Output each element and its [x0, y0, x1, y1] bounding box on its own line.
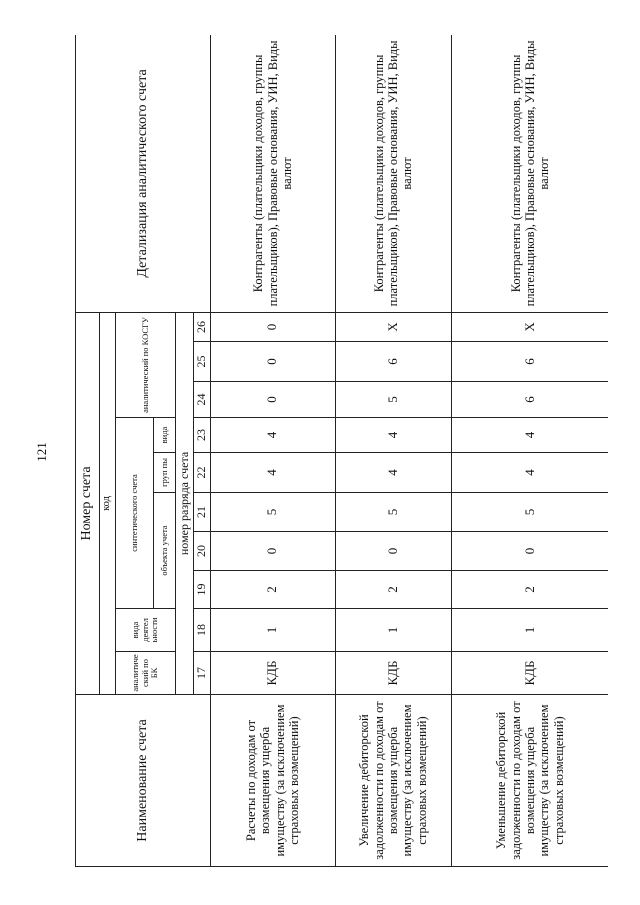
- row-cell: 6: [451, 342, 608, 382]
- row-cell: 4: [451, 453, 608, 493]
- row-cell: 0: [451, 532, 608, 571]
- header-activity-type: вида деятел ьности: [116, 609, 176, 652]
- table-row: [451, 35, 608, 867]
- row-cell: КДБ: [451, 652, 608, 695]
- row-cell: 2: [451, 571, 608, 609]
- row-cell: 6: [335, 342, 451, 382]
- table-row: [335, 35, 451, 867]
- row-cell: 5: [210, 493, 335, 532]
- column-number: 26: [194, 312, 211, 341]
- row-cell: 1: [210, 609, 335, 652]
- row-cell: 0: [210, 312, 335, 341]
- row-detail: Контрагенты (плательщики доходов, группы плательщиков), Правовые основания, УИН, Виды валют: [335, 35, 451, 312]
- column-number: 22: [194, 453, 211, 493]
- table-container: [75, 35, 608, 867]
- accounts-table: [75, 35, 608, 867]
- row-cell: 0: [210, 342, 335, 382]
- row-cell: 4: [210, 453, 335, 493]
- row-cell: 0: [335, 532, 451, 571]
- header-analytic-bk: аналитиче ский по БК: [116, 652, 176, 695]
- row-account-name: Уменьшение дебиторской задолженности по доходам от возмещения ущерба имуществу (за исключением страховых возмещений): [451, 695, 608, 867]
- row-cell: 0: [210, 382, 335, 418]
- row-cell: X: [335, 312, 451, 341]
- row-cell: КДБ: [210, 652, 335, 695]
- row-cell: 1: [451, 609, 608, 652]
- header-kind: вида: [154, 418, 176, 453]
- row-account-name: Расчеты по доходам от возмещения ущерба имуществу (за исключением страховых возмещений): [210, 695, 335, 867]
- header-group: груп пы: [154, 453, 176, 493]
- column-number: 17: [194, 652, 211, 695]
- row-cell: 5: [335, 493, 451, 532]
- row-detail: Контрагенты (плательщики доходов, группы плательщиков), Правовые основания, УИН, Виды валют: [210, 35, 335, 312]
- header-synthetic: синтетического счета: [116, 418, 154, 609]
- column-number: 24: [194, 382, 211, 418]
- header-account-name: Наименование счета: [76, 695, 211, 867]
- row-cell: 4: [335, 418, 451, 453]
- column-number: 25: [194, 342, 211, 382]
- row-cell: КДБ: [335, 652, 451, 695]
- header-account-object: объекта учета: [154, 493, 176, 609]
- header-detail: Детализация аналитического счета: [76, 35, 211, 312]
- row-cell: 6: [451, 382, 608, 418]
- header-digit-number: номер разряда счета: [176, 312, 194, 694]
- table-row: [210, 35, 335, 867]
- page-number: 121: [34, 442, 49, 462]
- row-cell: 4: [335, 453, 451, 493]
- row-cell: 2: [335, 571, 451, 609]
- row-cell: 5: [335, 382, 451, 418]
- row-cell: 1: [335, 609, 451, 652]
- row-detail: Контрагенты (плательщики доходов, группы плательщиков), Правовые основания, УИН, Виды валют: [451, 35, 608, 312]
- header-code: код: [100, 312, 116, 694]
- row-cell: 4: [451, 418, 608, 453]
- column-number: 23: [194, 418, 211, 453]
- row-cell: X: [451, 312, 608, 341]
- column-number: 19: [194, 571, 211, 609]
- header-analytic-kosgu: аналитический по КОСГУ: [116, 312, 176, 417]
- row-account-name: Увеличение дебиторской задолженности по доходам от возмещения ущерба имуществу (за исключением страховых возмещений): [335, 695, 451, 867]
- header-account-number: Номер счета: [76, 312, 100, 694]
- column-number: 21: [194, 493, 211, 532]
- column-number: 20: [194, 532, 211, 571]
- row-cell: 5: [451, 493, 608, 532]
- column-number: 18: [194, 609, 211, 652]
- row-cell: 4: [210, 418, 335, 453]
- row-cell: 2: [210, 571, 335, 609]
- row-cell: 0: [210, 532, 335, 571]
